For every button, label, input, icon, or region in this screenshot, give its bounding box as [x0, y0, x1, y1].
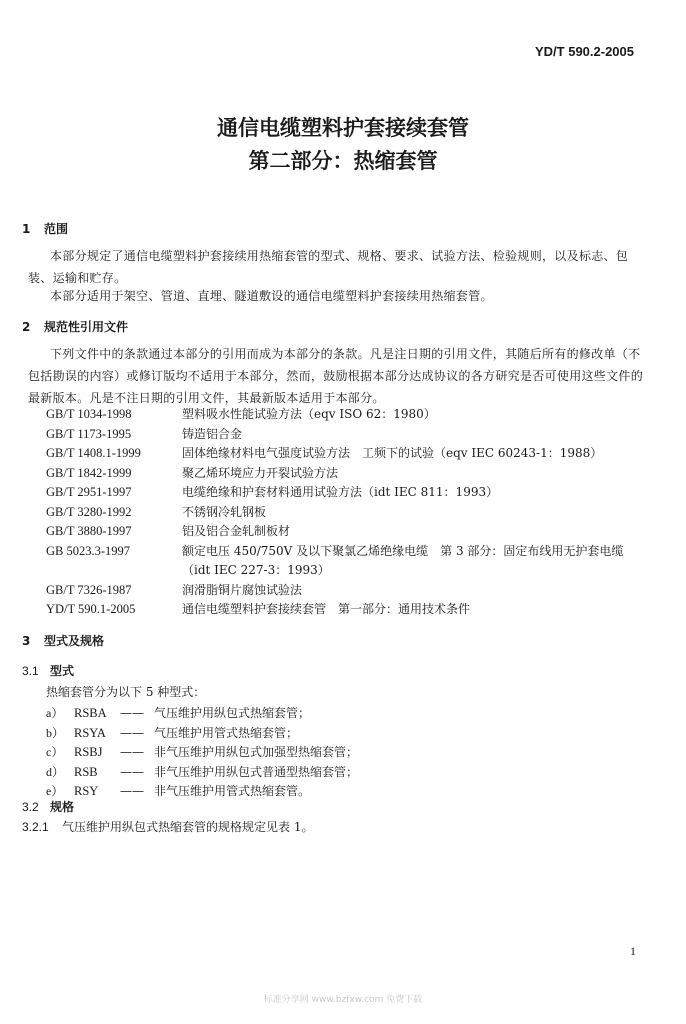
item-dash: ——	[120, 784, 144, 799]
item-code: RSBJ	[74, 745, 103, 760]
reference-row	[46, 522, 646, 542]
document-code: YD/T 590.2-2005	[534, 44, 634, 59]
reference-code: GB/T 3880-1997	[46, 524, 132, 538]
reference-row	[46, 425, 646, 445]
item-description: 非气压维护用纵包式普通型热缩套管；	[154, 764, 359, 779]
reference-row	[46, 600, 646, 620]
page-number: 1	[630, 944, 636, 958]
document-title: 通信电缆塑料护套接续套管	[217, 116, 469, 140]
subsection-number: 3.1	[22, 664, 39, 678]
section-title: 规范性引用文件	[44, 320, 129, 334]
item-description: 非气压维护用纵包式加强型热缩套管；	[154, 745, 359, 760]
item-letter: e）	[46, 784, 64, 799]
reference-title: 固体绝缘材料电气强度试验方法 工频下的试验（eqv IEC 60243-1：1988）	[182, 446, 603, 460]
clause-number: 3.2.1	[22, 820, 49, 834]
reference-title: 聚乙烯环境应力开裂试验方法	[182, 465, 339, 480]
reference-row	[46, 503, 646, 523]
reference-title: 额定电压 450/750V 及以下聚氯乙烯绝缘电缆 第 3 部分：固定布线用无护套电缆（idt IEC 227-3：1993）	[182, 543, 624, 577]
reference-code: GB/T 2951-1997	[46, 485, 132, 499]
item-code: RSB	[74, 764, 98, 779]
item-dash: ——	[120, 706, 144, 720]
reference-title: 电缆绝缘和护套材料通用试验方法（idt IEC 811：1993）	[182, 485, 499, 499]
reference-title: 塑料吸水性能试验方法（eqv ISO 62：1980）	[182, 407, 436, 421]
item-letter: a）	[46, 706, 64, 720]
reference-row	[46, 542, 646, 581]
reference-code: GB/T 1034-1998	[46, 407, 132, 421]
reference-row	[46, 405, 646, 425]
reference-code: GB/T 7326-1987	[46, 582, 132, 597]
item-dash: ——	[120, 725, 144, 740]
subsection-3-1-heading	[22, 662, 74, 679]
section-number: 1	[22, 222, 31, 236]
reference-row	[46, 581, 646, 601]
section-2-intro: 下列文件中的条款通过本部分的引用而成为本部分的条款。凡是注日期的引用文件，其随后所有的修改单（不包括勘误的内容）或修订版均不适用于本部分，然而，鼓励根据本部分达成协议的各方研究是否可使用这些文件的最新版本。凡是不注日期的引用文件，其最新版本适用于本部分。	[28, 347, 644, 405]
clause-text: 气压维护用纵包式热缩套管的规格规定见表 1。	[62, 820, 314, 834]
clause-3-2-1	[22, 818, 313, 835]
reference-code: GB 5023.3-1997	[46, 543, 131, 558]
document-subtitle: 第二部分：热缩套管	[248, 149, 438, 173]
reference-row	[46, 464, 646, 484]
item-code: RSBA	[74, 706, 107, 720]
section-1-heading	[22, 220, 68, 237]
item-letter: b）	[46, 725, 65, 740]
normative-references-list	[46, 405, 646, 620]
item-description: 气压维护用管式热缩套管；	[154, 725, 299, 740]
reference-row	[46, 444, 646, 464]
types-intro: 热缩套管分为以下 5 种型式：	[46, 685, 206, 699]
item-letter: c）	[46, 745, 64, 760]
reference-code: GB/T 1842-1999	[46, 465, 132, 480]
section-number: 2	[22, 320, 31, 334]
reference-row	[46, 483, 646, 503]
subsection-title: 规格	[50, 800, 75, 814]
reference-title: 润滑脂铜片腐蚀试验法	[182, 582, 303, 597]
section-title: 型式及规格	[44, 634, 105, 648]
item-code: RSYA	[74, 725, 106, 740]
subsection-3-2-heading	[22, 798, 74, 815]
reference-code: GB/T 1408.1-1999	[46, 446, 141, 460]
reference-code: GB/T 1173-1995	[46, 426, 132, 441]
section-1-paragraph-2: 本部分适用于架空、管道、直埋、隧道敷设的通信电缆塑料护套接续用热缩套管。	[50, 289, 493, 303]
list-item	[46, 743, 358, 763]
reference-title: 铸造铝合金	[182, 426, 243, 441]
reference-code: YD/T 590.1-2005	[46, 602, 136, 616]
section-title: 范围	[44, 222, 69, 236]
list-item	[46, 782, 358, 802]
subsection-number: 3.2	[22, 800, 39, 814]
section-3-heading	[22, 632, 104, 649]
item-description: 气压维护用纵包式热缩套管；	[154, 706, 311, 720]
item-description: 非气压维护用管式热缩套管。	[154, 784, 311, 799]
item-code: RSY	[74, 784, 99, 799]
types-list	[46, 704, 358, 802]
item-letter: d）	[46, 764, 65, 779]
list-item	[46, 724, 358, 744]
reference-title: 通信电缆塑料护套接续套管 第一部分：通用技术条件	[182, 602, 471, 616]
list-item	[46, 704, 358, 724]
section-number: 3	[22, 634, 31, 648]
watermark: 标准分享网 www.bzfxw.com 免费下载	[263, 995, 423, 1005]
item-dash: ——	[120, 764, 144, 779]
reference-code: GB/T 3280-1992	[46, 504, 132, 519]
item-dash: ——	[120, 745, 144, 760]
subsection-title: 型式	[50, 664, 75, 678]
list-item	[46, 763, 358, 783]
reference-title: 不锈钢冷轧钢板	[182, 504, 267, 519]
reference-title: 铝及铝合金轧制板材	[182, 524, 291, 538]
section-1-paragraph-1: 本部分规定了通信电缆塑料护套接续用热缩套管的型式、规格、要求、试验方法、检验规则，以及标志、包装、运输和贮存。	[28, 249, 629, 285]
section-2-heading	[22, 318, 128, 335]
